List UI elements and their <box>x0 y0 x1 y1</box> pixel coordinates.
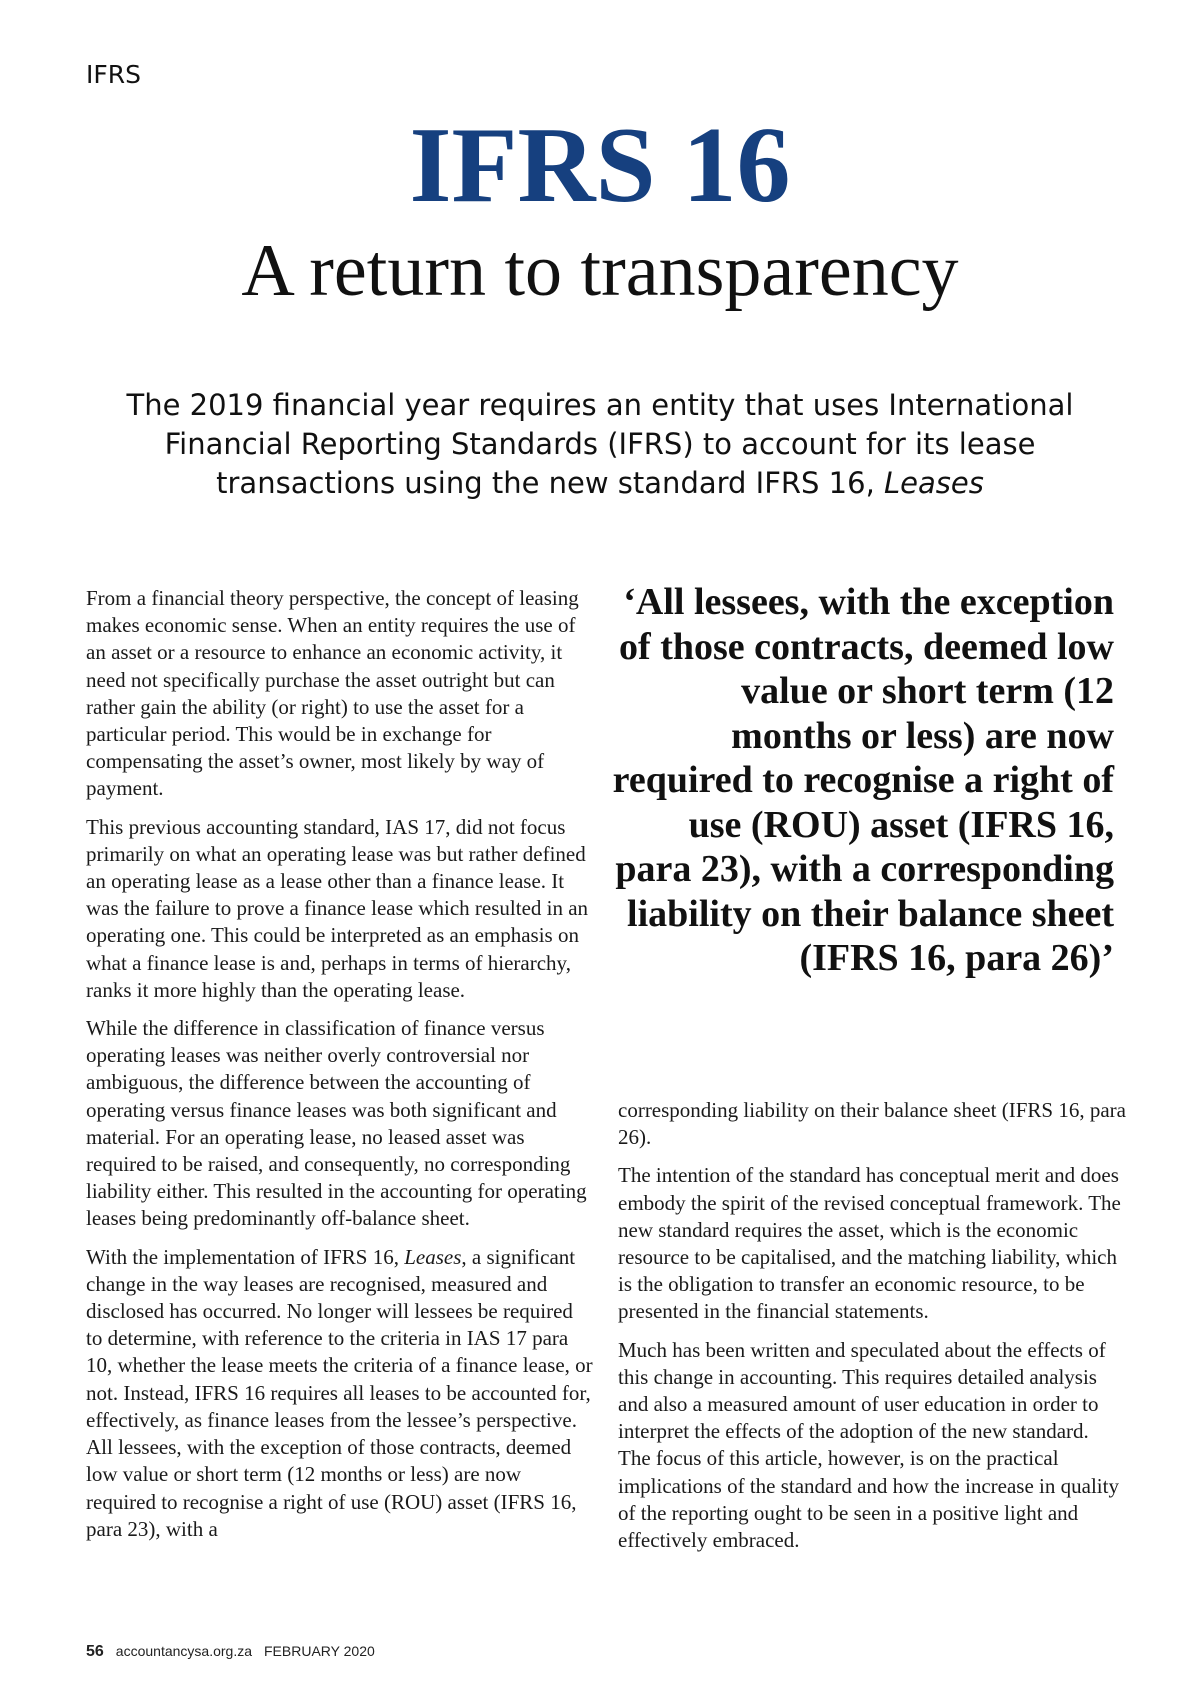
body-paragraph: The intention of the standard has conceptual merit and does embody the spirit of the revised conceptual framework. The new standard requires the asset, which is the economic resource to be capitalised, and the matching liability, which is the obligation to transfer an economic resource, to be presented in the financial statements. <box>618 1163 1121 1324</box>
body-paragraph: corresponding liability on their balance sheet (IFRS 16, para 26). <box>618 1098 1126 1150</box>
paragraph-italic: Leases <box>404 1244 462 1269</box>
page-number: 56 <box>86 1643 104 1660</box>
website-link[interactable]: accountancysa.org.za <box>115 1643 252 1659</box>
paragraph-text: With the implementation of IFRS 16, <box>86 1244 405 1269</box>
section-label: IFRS <box>86 60 141 89</box>
body-paragraph: Much has been written and speculated about the effects of this change in accounting. This requires detailed analysis and also a measured amount of user education in order to interpret the effects of the adoption of the new standard. The focus of this article, however, is on the practical implications of the standard and how the increase in quality of the reporting ought to be seen in a positive light and effectively embraced. <box>618 1337 1119 1553</box>
body-paragraph: This previous accounting standard, IAS 17, did not focus primarily on what an operating lease was but rather defined an operating lease as a lease other than a finance lease. It was the failure to prove a finance lease which resulted in an operating one. This could be interpreted as an emphasis on what a finance lease is and, perhaps in terms of hierarchy, ranks it more highly than the operating lease. <box>86 814 589 1002</box>
page-footer <box>86 1643 375 1661</box>
paragraph-text: , a significant change in the way leases are recognised, measured and disclosed has occurred. No longer will lessees be required to determine, with reference to the criteria in IAS 17 para 10, whether the lease meets the criteria of a finance lease, or not. Instead, IFRS 16 requires all leases to be accounted for, effectively, as finance leases from the lessee’s perspective. All lessees, with the exception of those contracts, deemed low value or short term (12 months or less) are now required to recognise a right of use (ROU) asset (IFRS 16, para 23), with a <box>86 1244 593 1541</box>
body-paragraph: While the difference in classification of finance versus operating leases was neither overly controversial nor ambiguous, the difference between the accounting of operating versus finance leases was both significant and material. For an operating lease, no leased asset was required to be raised, and consequently, no corresponding liability either. This resulted in the accounting for operating leases being predominantly off-balance sheet. <box>86 1016 587 1231</box>
body-paragraph: From a financial theory perspective, the concept of leasing makes economic sense. When an entity requires the use of an asset or a resource to enhance an economic activity, it need not specifically purchase the asset outright but can rather gain the ability (or right) to use the asset for a particular period. This would be in exchange for compensating the asset’s owner, most likely by way of payment. <box>86 586 579 801</box>
left-column <box>86 585 594 1554</box>
article-subtitle: A return to transparency <box>241 230 959 312</box>
right-column <box>618 1097 1126 1565</box>
standfirst <box>110 386 1090 503</box>
pull-quote: ‘All lessees, with the exception of those contracts, deemed low value or short term (12 months or less) are now required to recognise a right of use (ROU) asset (IFRS 16, para 23), with a corresponding liability on their balance sheet (IFRS 16, para 26)’ <box>612 581 1114 979</box>
standfirst-text: The 2019 financial year requires an entity that uses International Financial Reporting Standards (IFRS) to account for its lease transactions using the new standard IFRS 16, <box>126 388 1074 500</box>
body-paragraph <box>86 1244 594 1543</box>
standfirst-italic: Leases <box>884 466 984 500</box>
article-title: IFRS 16 <box>409 106 791 225</box>
issue-date: FEBRUARY 2020 <box>264 1643 375 1659</box>
